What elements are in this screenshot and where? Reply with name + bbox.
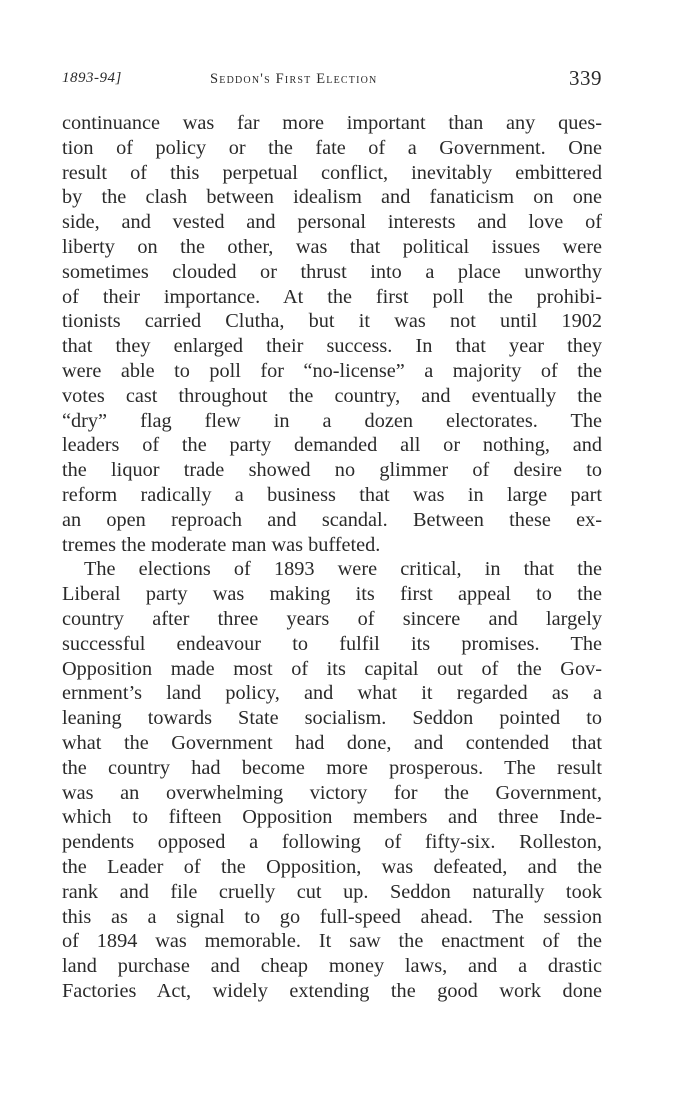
text-line: this as a signal to go full-speed ahead. The session [62,905,602,928]
text-line: country after three years of sincere and largely [62,607,602,630]
text-line: successful endeavour to fulfil its promises. The [62,632,602,655]
paragraph-2 [62,557,602,1003]
text-line: of their importance. At the first poll the prohibi- [62,285,602,308]
text-line: leaning towards State socialism. Seddon pointed to [62,707,602,730]
text-line: side, and vested and personal interests and love of [62,211,602,234]
running-head [62,66,602,94]
running-head-title: Seddon's First Election [210,71,378,87]
running-head-years: 1893-94] [62,70,122,86]
text-line: leaders of the party demanded all or nothing, and [62,434,602,457]
text-line: “dry” flag flew in a dozen electorates. The [62,409,602,432]
body-text [62,111,602,1004]
text-line: votes cast throughout the country, and eventually the [62,384,602,407]
text-line: tion of policy or the fate of a Government. One [62,136,602,159]
text-line: ernment’s land policy, and what it regarded as a [62,682,602,705]
text-line: pendents opposed a following of fifty-six. Rolleston, [62,831,602,854]
text-line: which to fifteen Opposition members and three Inde- [62,806,602,829]
text-line: the country had become more prosperous. The result [62,756,602,779]
text-line: were able to poll for “no-license” a majority of the [62,359,602,382]
text-line: was an overwhelming victory for the Government, [62,781,602,804]
text-line: sometimes clouded or thrust into a place unworthy [62,260,602,283]
text-line: the liquor trade showed no glimmer of desire to [62,459,602,482]
text-line: tremes the moderate man was buffeted. [62,533,381,556]
text-line: of 1894 was memorable. It saw the enactment of the [62,930,602,953]
text-line: what the Government had done, and contended that [62,731,602,754]
text-line: rank and file cruelly cut up. Seddon naturally took [62,880,602,903]
text-line: liberty on the other, was that political issues were [62,235,602,258]
text-line: continuance was far more important than any ques- [62,112,602,134]
text-line: The elections of 1893 were critical, in that the [84,558,602,581]
paragraph-1 [62,111,602,557]
text-line: Liberal party was making its first appeal to the [62,583,602,606]
text-line: reform radically a business that was in large part [62,483,602,506]
text-line: Opposition made most of its capital out of the Gov- [62,657,602,680]
text-line: an open reproach and scandal. Between these ex- [62,508,602,531]
text-line: Factories Act, widely extending the good work done [62,979,602,1002]
text-line: result of this perpetual conflict, inevitably embittered [62,161,602,184]
text-line: by the clash between idealism and fanaticism on one [62,186,602,209]
text-line: tionists carried Clutha, but it was not until 1902 [62,310,602,333]
text-line: land purchase and cheap money laws, and a drastic [62,955,602,978]
text-line: the Leader of the Opposition, was defeated, and the [62,855,602,878]
text-line: that they enlarged their success. In that year they [62,335,602,358]
page-number: 339 [569,66,602,90]
